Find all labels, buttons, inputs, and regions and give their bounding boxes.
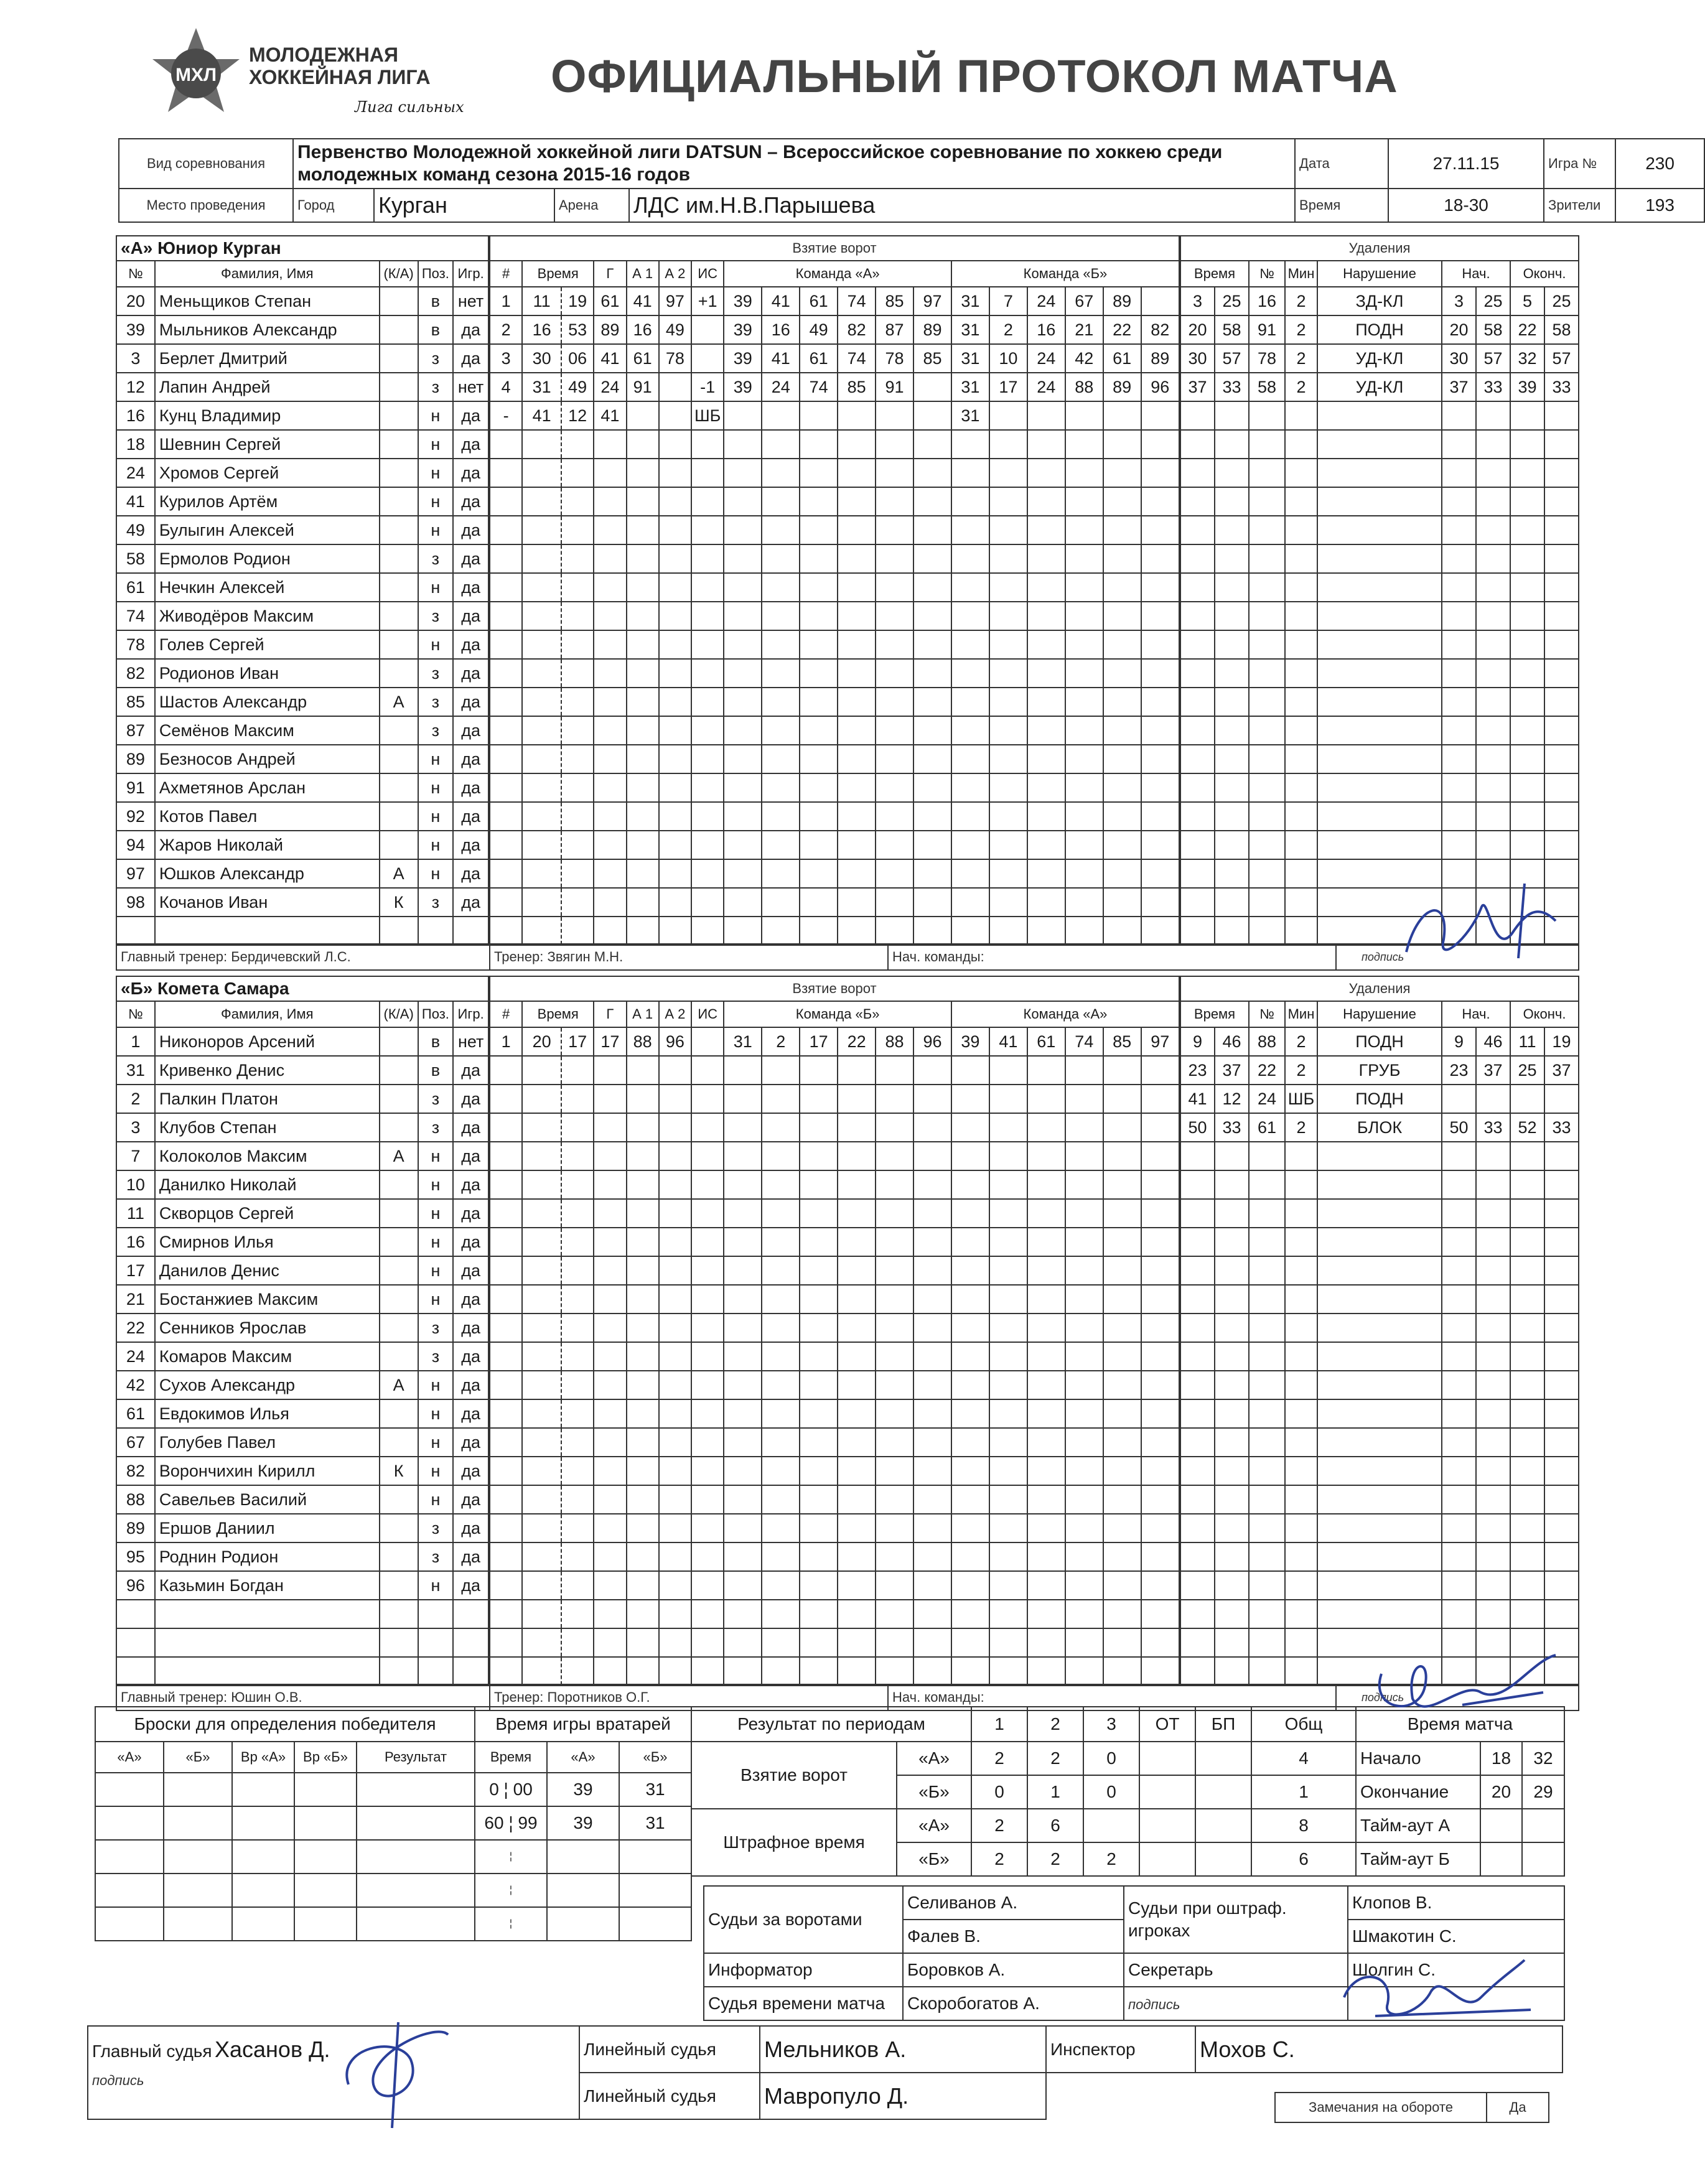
time-label: Время bbox=[1295, 189, 1388, 222]
penalty-row: 30 57 78 2 УД-КЛ 30 57 32 57 bbox=[1180, 344, 1579, 373]
penalty-row bbox=[1180, 430, 1579, 459]
goal-row bbox=[490, 1199, 1179, 1228]
goal-row bbox=[490, 630, 1179, 659]
teamA-goals: Взятие ворот # Время Г А 1 А 2 ИС Команда «А» Команда «Б» 1 11 19 61 41 97 +1 39 41 61 74 85 97 31 7 24 67 89 2 16 53 89 16 49 39 16 49 82 87 89 31 2 16 21 22 82 3 30 06 41 61 78 39 41 61 74 78 85 31 10 24 42 61 89 4 31 49 24 91 -1 39 24 74 85 91 31 17 24 88 89 96 - 41 12 41 ШБ 31 bbox=[489, 235, 1180, 946]
mhl-logo-icon bbox=[149, 25, 243, 118]
penalty-row bbox=[1180, 487, 1579, 516]
goal-row bbox=[490, 1628, 1179, 1657]
period-results-table: Результат по периодам 1 2 3 ОТ БП Общ Взятие ворот «А» 2 2 0 4 «Б» 0 1 0 1 Штрафное время «А» 2 6 8 «Б» 2 2 2 6 bbox=[691, 1706, 1357, 1877]
player-row: 87 Семёнов Максим з да bbox=[116, 716, 488, 745]
competition-label: Вид соревнования bbox=[119, 139, 293, 189]
penalty-row bbox=[1180, 1314, 1579, 1342]
game-label: Игра № bbox=[1544, 139, 1615, 189]
penalty-row bbox=[1180, 630, 1579, 659]
player-row: 24 Комаров Максим з да bbox=[116, 1342, 488, 1371]
goal-row bbox=[490, 831, 1179, 859]
penalty-row bbox=[1180, 1399, 1579, 1428]
penalty-row bbox=[1180, 1170, 1579, 1199]
penalty-row bbox=[1180, 659, 1579, 688]
penalty-row bbox=[1180, 1457, 1579, 1485]
goal-row bbox=[490, 1342, 1179, 1371]
penalty-row bbox=[1180, 1256, 1579, 1285]
goal-row bbox=[490, 802, 1179, 831]
goal-row: - 41 12 41 ШБ 31 bbox=[490, 401, 1179, 430]
goal-row bbox=[490, 1228, 1179, 1256]
match-time-table: Время матча Начало 18 32 Окончание 20 29 Тайм-аут А Тайм-аут Б bbox=[1355, 1706, 1565, 1877]
goal-row bbox=[490, 1457, 1179, 1485]
penalty-row bbox=[1180, 573, 1579, 602]
penalty-row bbox=[1180, 602, 1579, 630]
player-row: 41 Курилов Артём н да bbox=[116, 487, 488, 516]
goal-row bbox=[490, 888, 1179, 917]
goal-row bbox=[490, 1657, 1179, 1686]
penalty-row bbox=[1180, 831, 1579, 859]
goal-row bbox=[490, 1113, 1179, 1142]
goal-row: 1 20 17 17 88 96 31 2 17 22 88 96 39 41 61 74 85 97 bbox=[490, 1027, 1179, 1056]
spectators: 193 bbox=[1615, 189, 1704, 222]
goal-row bbox=[490, 544, 1179, 573]
player-row: 61 Нечкин Алексей н да bbox=[116, 573, 488, 602]
goal-row: 4 31 49 24 91 -1 39 24 74 85 91 31 17 24 88 89 96 bbox=[490, 373, 1179, 401]
teamA-roster: «А» Юниор Курган № Фамилия, Имя (К/А) Поз. Игр. 20 Меньщиков Степан в нет 39 Мыльников Александр в да 3 Берлет Дмитрий з да 12 Лапин Андрей з нет 16 Кунц Владимир н да 18 Шевнин Сергей н да 24 Хромов Сергей н да 41 Курилов Артём н да 49 Булыгин Алексей н да 58 Ермолов Родион з да 61 Нечкин Алексей н да 74 Живодёров Максим з да 78 Голев Сергей н да 82 Родионов Иван з да 85 Шастов Александр А з да 87 Семёнов Максим з да 89 Безносов Андрей н да 91 Ахметянов Арслан н да 92 Котов Павел н да 94 Жаров Николай н да 97 Юшков Александр А н да 98 Кочанов Иван К з да bbox=[116, 235, 489, 946]
penalty-row bbox=[1180, 1600, 1579, 1628]
goal-row bbox=[490, 917, 1179, 945]
penalty-row: 20 58 91 2 ПОДН 20 58 22 58 bbox=[1180, 315, 1579, 344]
goal-row bbox=[490, 773, 1179, 802]
player-row: 98 Кочанов Иван К з да bbox=[116, 888, 488, 917]
player-row: 94 Жаров Николай н да bbox=[116, 831, 488, 859]
penalty-row bbox=[1180, 1371, 1579, 1399]
teamB-penalties: Удаления Время № Мин Нарушение Нач. Оконч. 9 46 88 2 ПОДН 9 46 11 19 23 37 22 2 ГРУБ 23 37 25 37 41 12 24 ШБ ПОДН 50 33 61 2 БЛОК 50 33 52 33 bbox=[1180, 976, 1579, 1686]
penalty-row bbox=[1180, 401, 1579, 430]
shootout-title: Броски для определения победителя bbox=[95, 1707, 475, 1742]
venue-label: Место проведения bbox=[119, 189, 293, 222]
player-row: 67 Голубев Павел н да bbox=[116, 1428, 488, 1457]
goal-row: 3 30 06 41 61 78 39 41 61 74 78 85 31 10 24 42 61 89 bbox=[490, 344, 1179, 373]
goal-row bbox=[490, 1085, 1179, 1113]
goal-row bbox=[490, 1314, 1179, 1342]
player-row: 24 Хромов Сергей н да bbox=[116, 459, 488, 487]
penalty-row: 50 33 61 2 БЛОК 50 33 52 33 bbox=[1180, 1113, 1579, 1142]
team-title: «А» Юниор Курган bbox=[116, 236, 488, 261]
goal-row bbox=[490, 459, 1179, 487]
goal-row bbox=[490, 1256, 1179, 1285]
penalty-row bbox=[1180, 516, 1579, 544]
penalty-row bbox=[1180, 1542, 1579, 1571]
teamB-goals: Взятие ворот # Время Г А 1 А 2 ИС Команда «Б» Команда «А» 1 20 17 17 88 96 31 2 17 22 88 96 39 41 61 74 85 97 bbox=[489, 976, 1180, 1686]
penalty-row: 9 46 88 2 ПОДН 9 46 11 19 bbox=[1180, 1027, 1579, 1056]
player-row: 22 Сенников Ярослав з да bbox=[116, 1314, 488, 1342]
player-row: 11 Скворцов Сергей н да bbox=[116, 1199, 488, 1228]
header bbox=[149, 25, 1518, 131]
player-row: 2 Палкин Платон з да bbox=[116, 1085, 488, 1113]
goal-row bbox=[490, 688, 1179, 716]
city: Курган bbox=[374, 189, 554, 222]
goal-row bbox=[490, 1542, 1179, 1571]
game-number: 230 bbox=[1615, 139, 1704, 189]
player-row: 10 Данилко Николай н да bbox=[116, 1170, 488, 1199]
player-row: 3 Берлет Дмитрий з да bbox=[116, 344, 488, 373]
player-row: 17 Данилов Денис н да bbox=[116, 1256, 488, 1285]
player-row: 1 Никоноров Арсений в нет bbox=[116, 1027, 488, 1056]
penalty-row: 3 25 16 2 ЗД-КЛ 3 25 5 25 bbox=[1180, 287, 1579, 315]
penalty-row bbox=[1180, 745, 1579, 773]
player-row: 97 Юшков Александр А н да bbox=[116, 859, 488, 888]
city-label: Город bbox=[293, 189, 374, 222]
teamA-staff: Главный тренер: Бердичевский Л.С. Тренер: Звягин М.Н. Нач. команды: подпись bbox=[116, 943, 1579, 971]
signature-icon bbox=[1369, 1636, 1574, 1730]
penalty-row bbox=[1180, 544, 1579, 573]
player-row: 88 Савельев Василий н да bbox=[116, 1485, 488, 1514]
player-row: 85 Шастов Александр А з да bbox=[116, 688, 488, 716]
player-row bbox=[116, 917, 488, 945]
goal-row bbox=[490, 573, 1179, 602]
penalty-row bbox=[1180, 1514, 1579, 1542]
teamA-penalties: Удаления Время № Мин Нарушение Нач. Оконч. 3 25 16 2 ЗД-КЛ 3 25 5 25 20 58 91 2 ПОДН 20 58 22 58 30 57 78 2 УД-КЛ 30 57 32 57 37 33 58 2 УД-КЛ 37 33 39 33 bbox=[1180, 235, 1579, 946]
league-name: МОЛОДЕЖНАЯ ХОККЕЙНАЯ ЛИГА bbox=[249, 44, 431, 88]
remarks-table: Замечания на обороте Да bbox=[1274, 2092, 1549, 2123]
player-row bbox=[116, 1657, 488, 1686]
penalty-row bbox=[1180, 459, 1579, 487]
goalie-time-table: Время игры вратарей Время «А» «Б» 0 ¦ 00 39 31 60 ¦ 99 39 31 ¦ ¦ ¦ bbox=[474, 1706, 692, 1941]
player-row: 82 Родионов Иван з да bbox=[116, 659, 488, 688]
penalty-row bbox=[1180, 1142, 1579, 1170]
player-row: 18 Шевнин Сергей н да bbox=[116, 430, 488, 459]
teamB-staff: Главный тренер: Юшин О.В. Тренер: Поротников О.Г. Нач. команды: подпись bbox=[116, 1684, 1579, 1711]
goal-row bbox=[490, 1056, 1179, 1085]
signature-icon bbox=[1338, 1948, 1543, 2028]
goal-row bbox=[490, 602, 1179, 630]
player-row: 16 Кунц Владимир н да bbox=[116, 401, 488, 430]
goal-row bbox=[490, 1371, 1179, 1399]
player-row: 42 Сухов Александр А н да bbox=[116, 1371, 488, 1399]
penalty-row: 23 37 22 2 ГРУБ 23 37 25 37 bbox=[1180, 1056, 1579, 1085]
player-row: 61 Евдокимов Илья н да bbox=[116, 1399, 488, 1428]
penalty-row bbox=[1180, 1199, 1579, 1228]
player-row: 7 Колоколов Максим А н да bbox=[116, 1142, 488, 1170]
coach: Поротников О.Г. bbox=[547, 1689, 650, 1705]
player-row: 89 Ершов Даниил з да bbox=[116, 1514, 488, 1542]
player-row: 82 Ворончихин Кирилл К н да bbox=[116, 1457, 488, 1485]
penalty-row bbox=[1180, 716, 1579, 745]
goal-row bbox=[490, 1600, 1179, 1628]
goal-row bbox=[490, 659, 1179, 688]
penalty-row bbox=[1180, 773, 1579, 802]
goal-row: 1 11 19 61 41 97 +1 39 41 61 74 85 97 31 7 24 67 89 bbox=[490, 287, 1179, 315]
match-info-table bbox=[118, 138, 1705, 223]
goal-row bbox=[490, 1399, 1179, 1428]
player-row: 21 Бостанжиев Максим н да bbox=[116, 1285, 488, 1314]
coach: Звягин М.Н. bbox=[547, 949, 624, 964]
start-time: 18-30 bbox=[1388, 189, 1544, 222]
player-row: 74 Живодёров Максим з да bbox=[116, 602, 488, 630]
signature-icon bbox=[1394, 865, 1581, 977]
goal-row bbox=[490, 859, 1179, 888]
arena: ЛДС им.Н.В.Парышева bbox=[629, 189, 1295, 222]
player-row: 3 Клубов Степан з да bbox=[116, 1113, 488, 1142]
penalty-row bbox=[1180, 688, 1579, 716]
goal-row bbox=[490, 1170, 1179, 1199]
goal-row bbox=[490, 1285, 1179, 1314]
player-row: 20 Меньщиков Степан в нет bbox=[116, 287, 488, 315]
player-row: 12 Лапин Андрей з нет bbox=[116, 373, 488, 401]
competition: Первенство Молодежной хоккейной лиги DATSUN – Всероссийское соревнование по хоккею среди молодежных команд сезона 2015-16 годов bbox=[293, 139, 1295, 189]
goal-row bbox=[490, 430, 1179, 459]
spectators-label: Зрители bbox=[1544, 189, 1615, 222]
player-row bbox=[116, 1628, 488, 1657]
logo-badge: МХЛ bbox=[175, 65, 217, 85]
player-row bbox=[116, 1600, 488, 1628]
head-coach: Бердичевский Л.С. bbox=[231, 949, 351, 964]
date: 27.11.15 bbox=[1388, 139, 1544, 189]
goal-row bbox=[490, 487, 1179, 516]
slogan: Лига сильных bbox=[355, 98, 464, 116]
team-title: «Б» Комета Самара bbox=[116, 976, 488, 1001]
goal-row bbox=[490, 1571, 1179, 1600]
referees-table: Главный судья Хасанов Д. Линейный судья Мельников А. Инспектор Мохов С. подпись Линейный судья Мавропуло Д. bbox=[87, 2025, 1563, 2120]
signature-icon bbox=[324, 2010, 473, 2134]
goal-row bbox=[490, 716, 1179, 745]
head-coach: Юшин О.В. bbox=[231, 1689, 302, 1705]
penalty-row: 41 12 24 ШБ ПОДН bbox=[1180, 1085, 1579, 1113]
player-row: 49 Булыгин Алексей н да bbox=[116, 516, 488, 544]
penalty-row bbox=[1180, 1485, 1579, 1514]
goal-row bbox=[490, 516, 1179, 544]
player-row: 39 Мыльников Александр в да bbox=[116, 315, 488, 344]
penalty-row: 37 33 58 2 УД-КЛ 37 33 39 33 bbox=[1180, 373, 1579, 401]
penalty-row bbox=[1180, 1342, 1579, 1371]
page-title: ОФИЦИАЛЬНЫЙ ПРОТОКОЛ МАТЧА bbox=[551, 50, 1398, 102]
goal-row bbox=[490, 1514, 1179, 1542]
shootout-table: Броски для определения победителя «А» «Б» Вр «А» Вр «Б» Результат bbox=[95, 1706, 475, 1941]
penalty-row bbox=[1180, 1285, 1579, 1314]
penalty-row bbox=[1180, 802, 1579, 831]
penalty-row bbox=[1180, 1571, 1579, 1600]
goal-row bbox=[490, 1485, 1179, 1514]
player-row: 58 Ермолов Родион з да bbox=[116, 544, 488, 573]
player-row: 91 Ахметянов Арслан н да bbox=[116, 773, 488, 802]
date-label: Дата bbox=[1295, 139, 1388, 189]
goal-row bbox=[490, 745, 1179, 773]
arena-label: Арена bbox=[554, 189, 629, 222]
officials-table: Судьи за воротами Селиванов А. Судьи при оштраф. игроках Клопов В. Фалев В. Шмакотин С. Информатор Боровков А. Секретарь Шолгин С. Судья времени матча Скоробогатов А. подпись bbox=[703, 1885, 1565, 2021]
penalty-row bbox=[1180, 1228, 1579, 1256]
player-row: 16 Смирнов Илья н да bbox=[116, 1228, 488, 1256]
teamB-roster: «Б» Комета Самара № Фамилия, Имя (К/А) Поз. Игр. 1 Никоноров Арсений в нет 31 Кривенко Денис в да 2 Палкин Платон з да 3 Клубов Степан з да 7 Колоколов Максим А н да 10 Данилко Николай н да 11 Скворцов Сергей н да 16 Смирнов Илья н да 17 Данилов Денис н да 21 Бостанжиев Максим н да 22 Сенников Ярослав з да 24 Комаров Максим з да 42 Сухов Александр А н да 61 Евдокимов Илья н да 67 Голубев Павел н да 82 Ворончихин Кирилл К н да 88 Савельев Василий н да 89 Ершов Даниил з да 95 Роднин Родион з да 96 Казьмин Богдан н да bbox=[116, 976, 489, 1686]
goal-row bbox=[490, 1142, 1179, 1170]
goal-row bbox=[490, 1428, 1179, 1457]
penalty-row bbox=[1180, 1428, 1579, 1457]
player-row: 95 Роднин Родион з да bbox=[116, 1542, 488, 1571]
player-row: 89 Безносов Андрей н да bbox=[116, 745, 488, 773]
player-row: 31 Кривенко Денис в да bbox=[116, 1056, 488, 1085]
player-row: 78 Голев Сергей н да bbox=[116, 630, 488, 659]
player-row: 96 Казьмин Богдан н да bbox=[116, 1571, 488, 1600]
player-row: 92 Котов Павел н да bbox=[116, 802, 488, 831]
goal-row: 2 16 53 89 16 49 39 16 49 82 87 89 31 2 16 21 22 82 bbox=[490, 315, 1179, 344]
